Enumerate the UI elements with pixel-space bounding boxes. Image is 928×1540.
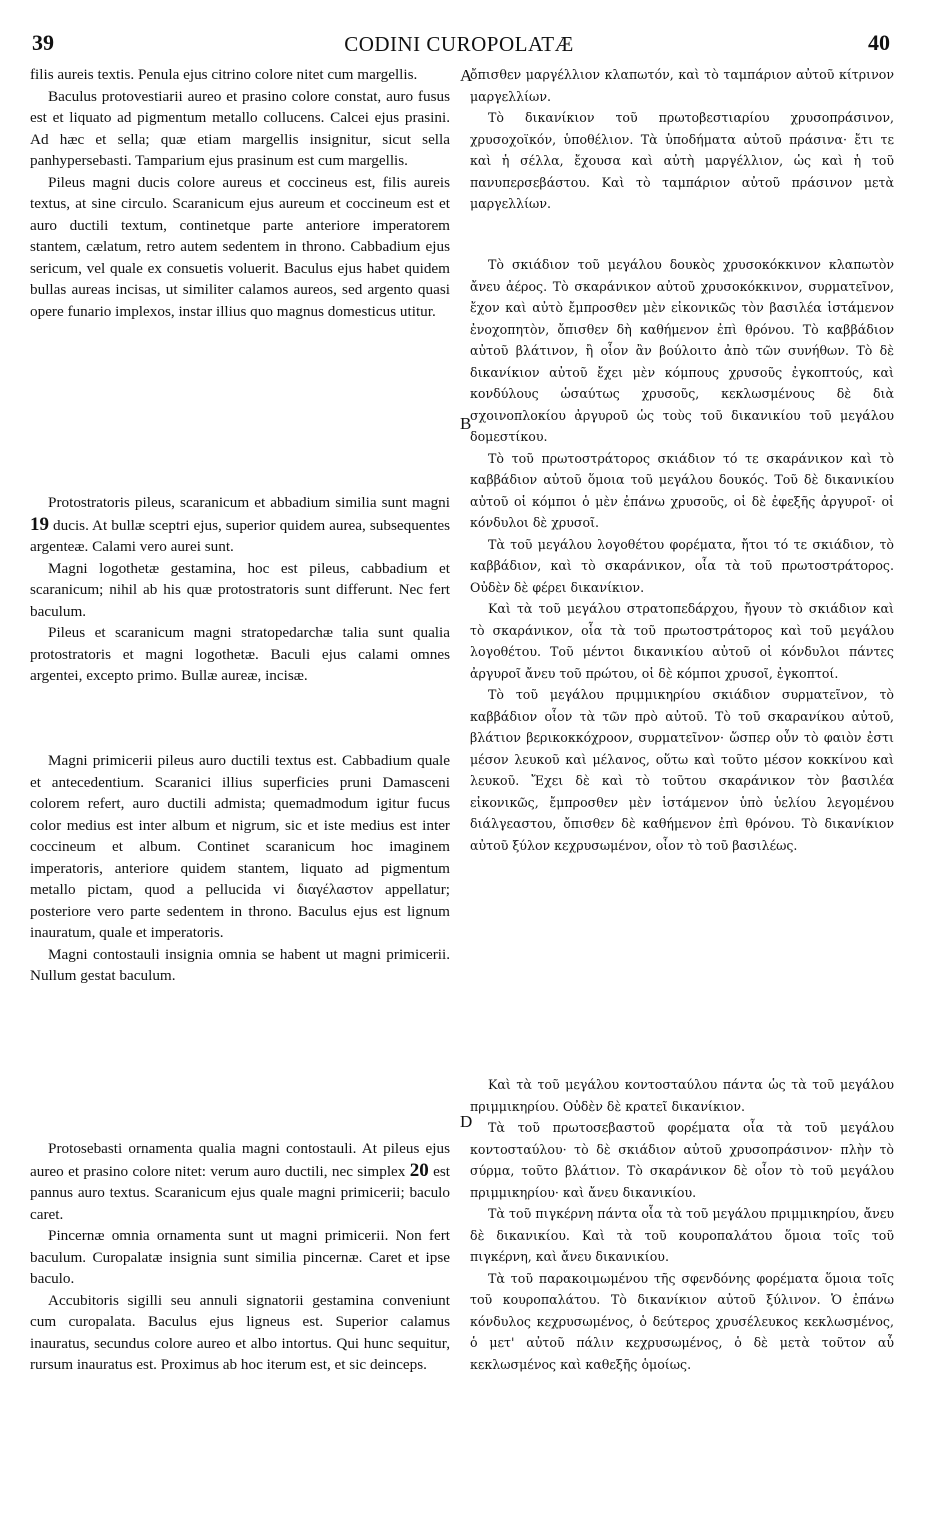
greek-section-2 (470, 254, 894, 856)
latin-paragraph: Magni primicerii pileus auro ductili textus est. Cabbadium quale et antecedentium. Scaranici illius superficies pruni Damasceni colorem refert, auro ductili admista; quemadmodum igitur fucus color medius est inter album et nigrum, sic et iste medius est inter coccineum et album. Continet scaranicum hoc imaginem imperatoris, anteriore quidem stantem, liquato ad pigmentum metallo pictam, quod a pellucida vi διαγέλαστον appellatur; posteriore vero parte sedentem in throno. Baculus ejus est lignum inauratum, quale et imperatoris. (30, 752, 450, 941)
greek-paragraph: ὄπισθεν μαργέλλιον κλαπωτόν, καὶ τὸ ταμπάριον αὐτοῦ κίτρινον μαργελλίων. (470, 67, 894, 104)
margin-letter-a: A (460, 66, 473, 85)
greek-paragraph: Τὸ σκιάδιον τοῦ μεγάλου δουκὸς χρυσοκόκκινον κλαπωτὸν ἄνευ ἀέρος. Τὸ σκαράνικον αὐτοῦ χρυσοκόκκινον, συρματεῖνον, ἔχον καὶ αὐτὸ ἔμπροσθεν μὲν εἰκονικῶς τὸν βασιλέα ἱστάμενον ἐνοχοπητὸν, ὄπισθεν δὴ καθήμενον ἐπὶ θρόνου. Τὸ καββάδιον αὐτοῦ βλάτινον, ἢ οἷον ἂν βούλοιτο ἀπὸ τῶν συνήθων. Τὸ δὲ δικανίκιον αὐτοῦ ἔχει μὲν κόμπους χρυσοῦς ἐγκοπτούς, καὶ κονδύλους ὡσαύτως χρυσοῦς, κεκλωσμένους δὲ διὰ σχοινοπλοκίου ἀργυροῦ ὡς τοὺς τοῦ δικανικίου τοῦ μεγάλου δομεστίκου. (470, 257, 894, 444)
greek-paragraph: Τὰ τοῦ πιγκέρνη πάντα οἷα τὰ τοῦ μεγάλου πριμμικηρίου, ἄνευ δὲ δικανικίου. Καὶ τὰ τοῦ κουροπαλάτου ὅμοια τοῖς τοῦ πιγκέρνη, καὶ ἄνευ δικανικίου. (470, 1206, 894, 1264)
greek-paragraph: Τὸ δικανίκιον τοῦ πρωτοβεστιαρίου χρυσοπράσινον, χρυσοχοϊκόν, ὑποθέλιον. Τὰ ὑποδήματα αὐτοῦ πράσινα· ἔτι τε καὶ ἡ σέλλα, ἔχουσα καὶ αὐτὴ μαργέλλιον, ὡς καὶ ἡ τοῦ πανυπερσεβάστου. Καὶ τὸ ταμπάριον αὐτοῦ πράσινον μετὰ μαργελλίων. (470, 110, 894, 211)
latin-paragraph: Baculus protovestiarii aureo et prasino colore constat, auro fusus est et liquato ad pigmentum metallo collucens. Calcei ejus prasini. Ad hæc et sella; quæ etiam margellis insignitur, sicut sella panhypersebasti. Tamparium ejus prasinum est cum margellis. (30, 87, 450, 169)
greek-paragraph: Τὰ τοῦ μεγάλου λογοθέτου φορέματα, ἤτοι τό τε σκιάδιον, τὸ καββάδιον, καὶ τὸ σκαράνικον, οἷα τὰ τοῦ πρωτοστράτορος. Οὐδὲν δὲ φέρει δικανίκιον. (470, 536, 894, 595)
greek-paragraph: Καὶ τὰ τοῦ μεγάλου κοντοσταύλου πάντα ὡς τὰ τοῦ μεγάλου πριμμικηρίου. Οὐδὲν δὲ κρατεῖ δικανίκιον. (470, 1077, 894, 1114)
latin-paragraph: Pileus magni ducis colore aureus et coccineus est, filis aureis textus, at sine circulo. Scaranicum ejus aureum et coccineum est et auro ductili textum, continetque parte anteriore imperatorem stantem, cælatum, retro autem sedentem in throno. Cabbadium ejus sericum, vel quale ex consuetis voluerit. Baculus ejus habet quidem bullas aureas incisas, ut similiter calamos aureos, sed argento quasi opere funario implexos, instar illius quo magnus domesticus utitur. (30, 173, 450, 320)
latin-paragraph: Magni logothetæ gestamina, hoc est pileus, cabbadium et scaranicum; nihil ab his quæ protostratoris sunt differunt. Nec fert baculum. (30, 559, 450, 620)
latin-section-1 (30, 64, 450, 322)
margin-letter-b: B (460, 414, 472, 433)
section-number: 20 (409, 1159, 429, 1181)
section-number: 19 (30, 513, 49, 535)
latin-section-3 (30, 750, 450, 987)
greek-paragraph: Τὸ τοῦ μεγάλου πριμμικηρίου σκιάδιον συρματεῖνον, τὸ καββάδιον οἷον τὰ τῶν πρὸ αὐτοῦ. Τὸ τοῦ σκαρανίκου αὐτοῦ, βλάτιον βερικοκκόχροον, συρματεῖνον· ὥσπερ οὖν τὸ φαιὸν ἐστι μέσον λευκοῦ καὶ μέλανος, οὕτω καὶ τοῦτο μέσον κοκκίνου καὶ λευκοῦ. Ἔχει δὲ καὶ τὸ τοῦτου σκαράνικον τὸν βασιλέα εἰκονικῶς, ἔμπροσθεν μὲν ἱστάμενον ὑπὸ ὑελίου λεγομένου διάλγεαστου, ὄπισθεν δὲ καθήμενον ἐπὶ θρόνου. Τὸ δικανίκιον αὐτοῦ ξύλον κεχρυσωμένον, οἷον τὸ τοῦ βασιλέως. (470, 687, 894, 853)
latin-paragraph: Protosebasti ornamenta qualia magni contostauli. At pileus ejus aureo et prasino colore nitet: verum auro ductili, nec simplex 20 est pannus auro textus. Scaranicum ejus quale magni primicerii; baculo caret. (30, 1140, 450, 1223)
latin-paragraph: Protostratoris pileus, scaranicum et abbadium similia sunt magni 19 ducis. At bullæ sceptri ejus, superior quidem aurea, subsequentes argenteæ. Calami vero aurei sunt. (30, 494, 450, 555)
greek-section-1 (470, 64, 894, 215)
running-header (28, 30, 890, 66)
greek-paragraph: Καὶ τὰ τοῦ μεγάλου στρατοπεδάρχου, ἤγουν τὸ σκιάδιον καὶ τὸ σκαράνικον, οἷα τὰ τοῦ πρωτοστράτορος καὶ τοῦ μεγάλου λογοθέτου. Τοῦ μέντοι δικανικίου αὐτοῦ οἱ κόνδυλοι πάντες ἀργυροῖ ἄνευ τοῦ πρώτου, οἱ δὲ κόμποι χρυσοῖ, ἐγκοπτοί. (470, 601, 894, 681)
greek-paragraph: Τὸ τοῦ πρωτοστράτορος σκιάδιον τό τε σκαράνικον καὶ τὸ καββάδιον αὐτοῦ ὅμοια τοῦ μεγάλου δουκός. Τοῦ δὲ δικανικίου αὐτοῦ οἱ κόμποι ὁ μὲν ἐπάνω χρυσοῦς, οἱ δὲ ἐφεξῆς ἀργυροῖ· οἱ κόνδυλοι δὲ χρυσοῖ. (470, 450, 894, 530)
latin-paragraph: Magni contostauli insignia omnia se habent ut magni primicerii. Nullum gestat baculum. (30, 945, 450, 984)
latin-paragraph: Accubitoris sigilli seu annuli signatorii gestamina conveniunt cum curopalata. Baculus ejus ligneus est. Superior calamus inauratus, secundus colore aureo et albo intortus. Qui hunc sequitur, rursum inauratus est. Proximus ab hoc iterum est, et sic deinceps. (30, 1291, 450, 1373)
greek-paragraph: Τὰ τοῦ πρωτοσεβαστοῦ φορέματα οἷα τὰ τοῦ μεγάλου κοντοσταύλου· τὸ δὲ σκιάδιον αὐτοῦ χρυσοπράσινον· πλὴν τὸ σύρμα, τοῦτο βλάτιον. Τὸ σκαράνικον δὲ οἷον τὸ τοῦ μεγάλου πριμμικηρίου· καὶ ἄνευ δικανικίου. (470, 1120, 894, 1200)
page-number-left: 39 (32, 30, 54, 55)
page-number-right: 40 (868, 30, 890, 55)
margin-letter-d: D (460, 1112, 473, 1131)
latin-paragraph: Pileus et scaranicum magni stratopedarchæ talia sunt qualia protostratoris et magni logothetæ. Baculi ejus calami omnes argentei, excepto primo. Bullæ aureæ, incisæ. (30, 624, 450, 684)
latin-section-2 (30, 492, 450, 687)
latin-paragraph: Pincernæ omnia ornamenta sunt ut magni primicerii. Non fert baculum. Curopalatæ insignia sunt similia pincernæ. Caret et ipse baculo. (30, 1227, 450, 1287)
latin-paragraph: filis aureis textis. Penula ejus citrino colore nitet cum margellis. (30, 66, 418, 83)
latin-section-4 (30, 1138, 450, 1376)
running-title: CODINI CUROPOLATÆ (344, 32, 574, 56)
greek-paragraph: Τὰ τοῦ παρακοιμωμένου τῆς σφενδόνης φορέματα ὅμοια τοῖς τοῦ κουροπαλάτου. Τὸ δικανίκιον αὐτοῦ ξύλινον. Ὁ ἐπάνω κόνδυλος κεχρυσωμένος, ὁ δεύτερος χρυσέλευκος κεκλωσμένος, ὁ μετ' αὐτοῦ πάλιν κεχρυσωμένος, ὁ δὲ μετὰ τοῦτον αὖ κεκλωσμένος καὶ καθεξῆς ὁμοίως. (470, 1270, 894, 1372)
greek-section-3 (470, 1074, 894, 1375)
